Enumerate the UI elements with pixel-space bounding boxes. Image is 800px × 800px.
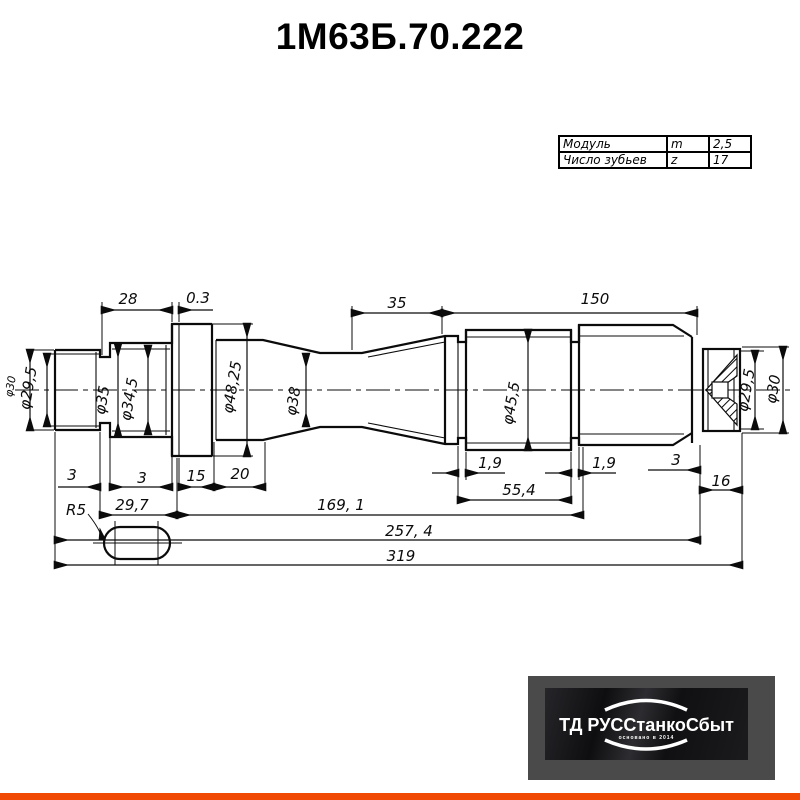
dim-319: 319 xyxy=(386,547,416,565)
logo-photo-background xyxy=(545,688,748,760)
logo-founded-text: основано в 2014 xyxy=(618,735,675,741)
radius-r5: R5 xyxy=(66,501,86,519)
dia-29-5-left: φ29,5 xyxy=(15,365,41,412)
dim-20: 20 xyxy=(230,465,250,483)
dim-1-9-left: 1,9 xyxy=(478,454,502,472)
drawing-number-title: 1М63Б.70.222 xyxy=(275,16,525,57)
dia-35: φ35 xyxy=(90,384,114,416)
dia-38: φ38 xyxy=(281,385,305,417)
param-name: Модуль xyxy=(559,136,667,152)
dia-48-25: φ48,25 xyxy=(218,359,246,415)
footer-accent-bar xyxy=(0,793,800,800)
company-logo xyxy=(528,676,775,780)
param-value: 17 xyxy=(709,152,751,168)
dim-28: 28 xyxy=(118,290,138,308)
param-name: Число зубьев xyxy=(559,152,667,168)
dia-30-left: φ30 xyxy=(2,374,19,398)
dia-45-5: φ45,5 xyxy=(498,380,524,427)
dimension-labels xyxy=(2,289,784,565)
dim-29-7: 29,7 xyxy=(115,496,149,514)
dim-16: 16 xyxy=(711,472,731,490)
param-value: 2,5 xyxy=(709,136,751,152)
param-symbol: z xyxy=(667,152,709,168)
dim-3-b: 3 xyxy=(137,469,147,487)
dim-35: 35 xyxy=(387,294,407,312)
dim-3-a: 3 xyxy=(67,466,77,484)
dim-169-1: 169, 1 xyxy=(317,496,365,514)
dim-1-9-right: 1,9 xyxy=(592,454,616,472)
center-hole-core xyxy=(712,382,728,398)
dim-150: 150 xyxy=(580,290,610,308)
right-stub xyxy=(703,349,740,431)
logo-wordmark: ТД РУССтанкоСбыт xyxy=(559,715,734,735)
param-symbol: m xyxy=(667,136,709,152)
dia-30-right: φ30 xyxy=(761,373,785,405)
dim-55-4: 55,4 xyxy=(502,481,536,499)
dim-15: 15 xyxy=(186,467,206,485)
dia-29-5-right: φ29,5 xyxy=(733,367,759,414)
dim-0-3: 0.3 xyxy=(186,289,210,307)
dim-257-4: 257, 4 xyxy=(385,522,433,540)
dim-3-c: 3 xyxy=(671,451,681,469)
dia-34-5: φ34,5 xyxy=(116,376,142,423)
